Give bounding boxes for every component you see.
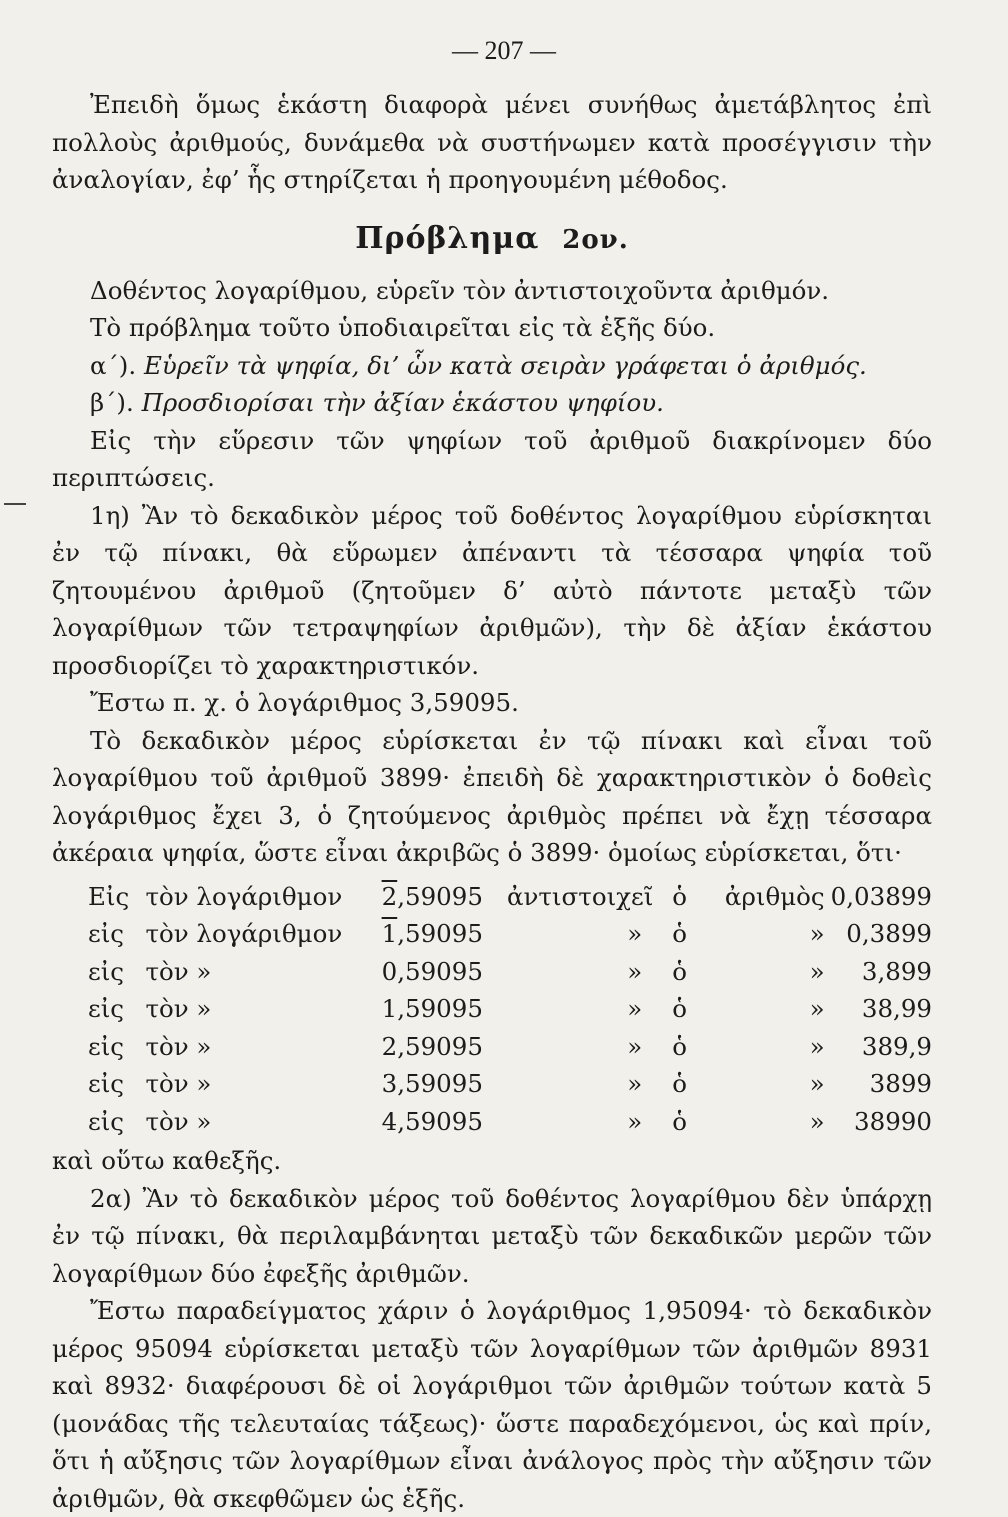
row-verb: » (627, 1069, 643, 1098)
row-article: ὁ (672, 1069, 688, 1098)
after-table-text: καὶ οὕτω καθεξῆς. (52, 1146, 282, 1175)
row-word: εἰς (88, 956, 125, 986)
row-number: 38,99 (861, 994, 932, 1023)
subproblem-a-label: α΄). (90, 350, 137, 380)
row-number: 3,899 (861, 956, 932, 986)
example-2-paragraph: Ἔστω παραδείγματος χάριν ὁ λογάριθμος 1,95094· τὸ δεκαδικὸν μέρος 95094 εὑρίσκεται μεταξὺ τῶν λογαρίθμων τῶν ἀριθμῶν 8931 καὶ 8932· διαφέρουσι δὲ οἱ λογάριθμοι τῶν ἀριθμῶν τούτων κατὰ 5 (μονάδας τῆς τελευταίας τάξεως)· ὥστε παραδεχόμενοι, ὡς καὶ πρίν, ὅτι ἡ αὔξησις τῶν λογαρίθμων εἶναι ἀνάλογος πρὸς τὴν αὔξησιν τῶν ἀριθμῶν, θὰ σκεφθῶμεν ὡς ἑξῆς. (52, 1296, 932, 1513)
row-label: τὸν » (145, 956, 212, 986)
problem-statement: Δοθέντος λογαρίθμου, εὑρεῖν τὸν ἀντιστοιχοῦντα ἀριθμόν. (90, 275, 830, 305)
row-article: ὁ (672, 956, 688, 986)
row-label: τὸν » (145, 1069, 212, 1098)
row-logarithm: 4,59095 (381, 1106, 483, 1136)
table-row (88, 953, 932, 991)
row-label: τὸν » (145, 994, 212, 1023)
log-table (88, 878, 932, 1141)
row-noun: » (809, 1069, 825, 1098)
cases-paragraph: Εἰς τὴν εὕρεσιν τῶν ψηφίων τοῦ ἀριθμοῦ διακρίνομεν δύο περιπτώσεις. (52, 425, 932, 492)
row-verb: » (627, 1031, 643, 1061)
subproblem-b-label: β΄). (90, 388, 134, 417)
intro-paragraph: Ἐπειδὴ ὅμως ἑκάστη διαφορὰ μένει συνήθως ἀμετάβλητος ἐπὶ πολλοὺς ἀριθμούς, δυνάμεθα νὰ συστήνωμεν κατὰ προσέγγισιν τὴν ἀναλογίαν, ἐφ’ ἧς στηρίζεται ἡ προηγουμένη μέθοδος. (52, 90, 932, 194)
case-2-paragraph: 2α) Ἂν τὸ δεκαδικὸν μέρος τοῦ δοθέντος λογαρίθμου δὲν ὑπάρχῃ ἐν τῷ πίνακι, θὰ περιλαμβάνηται μεταξὺ τῶν δεκαδικῶν μερῶν τῶν λογαρίθμων δύο ἐφεξῆς ἀριθμῶν. (52, 1183, 932, 1288)
table-row (88, 1065, 932, 1103)
table-row (88, 878, 932, 916)
table-row (88, 990, 932, 1028)
row-logarithm: 1,59095 (381, 994, 483, 1023)
row-article: ὁ (672, 1106, 688, 1136)
margin-mark (4, 503, 26, 505)
row-number: 389,9 (861, 1031, 932, 1061)
row-noun: » (809, 1031, 825, 1061)
row-word: εἰς (88, 1106, 125, 1136)
row-word: εἰς (88, 919, 125, 948)
row-verb: ἀντιστοιχεῖ (506, 881, 654, 911)
row-article: ὁ (672, 919, 688, 948)
row-label: τὸν λογάριθμον (145, 881, 343, 911)
row-article: ὁ (672, 1031, 688, 1061)
case-1-paragraph: 1η) Ἂν τὸ δεκαδικὸν μέρος τοῦ δοθέντος λογαρίθμου εὑρίσκηται ἐν τῷ πίνακι, θὰ εὕρωμεν ἀπέναντι τὰ τέσσαρα ψηφία τοῦ ζητουμένου ἀριθμοῦ (ζητοῦμεν δ’ αὐτὸ πάντοτε μεταξὺ τῶν λογαρίθμων τῶν τετραψηφίων ἀριθμῶν), τὴν δὲ ἀξίαν ἑκάστου προσδιορίζει τὸ χαρακτηριστικόν. (52, 500, 932, 680)
row-number: 38990 (854, 1106, 932, 1136)
row-word: εἰς (88, 994, 125, 1023)
row-verb: » (627, 956, 643, 986)
problem-title (52, 219, 932, 260)
row-noun: ἀριθμὸς (724, 881, 825, 911)
row-number: 3899 (869, 1069, 932, 1098)
table-row (88, 1028, 932, 1066)
row-noun: » (809, 1106, 825, 1136)
row-label: τὸν λογάριθμον (145, 919, 343, 948)
row-word: εἰς (88, 1069, 125, 1098)
subproblem-a (52, 347, 932, 385)
problem-title-text: Πρόβλημα (355, 220, 540, 256)
page-body (52, 86, 932, 1517)
row-noun: » (809, 994, 825, 1023)
problem-title-number (551, 221, 629, 256)
row-word: εἰς (88, 1031, 125, 1061)
row-logarithm: 0,59095 (381, 956, 483, 986)
page-number: — 207 — (452, 36, 556, 65)
row-verb: » (627, 994, 643, 1023)
row-noun: » (809, 956, 825, 986)
row-verb: » (627, 919, 643, 948)
row-noun: » (809, 919, 825, 948)
table-row (88, 1103, 932, 1141)
row-article: ὁ (672, 881, 688, 911)
row-article: ὁ (672, 994, 688, 1023)
subproblem-a-text: Εὑρεῖν τὰ ψηφία, δι’ ὧν κατὰ σειρὰν γράφεται ὁ ἀριθμός. (143, 350, 867, 380)
row-label: τὸν » (145, 1031, 212, 1061)
row-number: 0,3899 (846, 919, 932, 948)
row-word: Εἰς (88, 881, 130, 911)
row-logarithm: 1,59095 (381, 919, 483, 948)
problem-split: Τὸ πρόβλημα τοῦτο ὑποδιαιρεῖται εἰς τὰ ἑξῆς δύο. (90, 313, 716, 342)
example-1-heading: Ἔστω π. χ. ὁ λογάριθμος 3,59095. (90, 688, 519, 717)
row-logarithm: 2,59095 (381, 881, 483, 911)
row-verb: » (627, 1106, 643, 1136)
row-logarithm: 3,59095 (381, 1069, 483, 1098)
subproblem-b-text: Προσδιορίσαι τὴν ἀξίαν ἑκάστου ψηφίου. (141, 388, 664, 417)
subproblem-b (52, 384, 932, 422)
table-row (88, 915, 932, 953)
example-1-paragraph: Τὸ δεκαδικὸν μέρος εὑρίσκεται ἐν τῷ πίνακι καὶ εἶναι τοῦ λογαρίθμου τοῦ ἀριθμοῦ 3899· ἐπειδὴ δὲ χαρακτηριστικὸν ὁ δοθεὶς λογάριθμος ἔχει 3, ὁ ζητούμενος ἀριθμὸς πρέπει νὰ ἔχῃ τέσσαρα ἀκέραια ψηφία, ὥστε εἶναι ἀκριβῶς ὁ 3899· ὁμοίως εὑρίσκεται, ὅτι· (52, 725, 932, 867)
row-label: τὸν » (145, 1106, 212, 1136)
row-logarithm: 2,59095 (381, 1031, 483, 1061)
problem-title-sup: 2ον. (562, 224, 629, 255)
row-number: 0,03899 (830, 881, 932, 911)
